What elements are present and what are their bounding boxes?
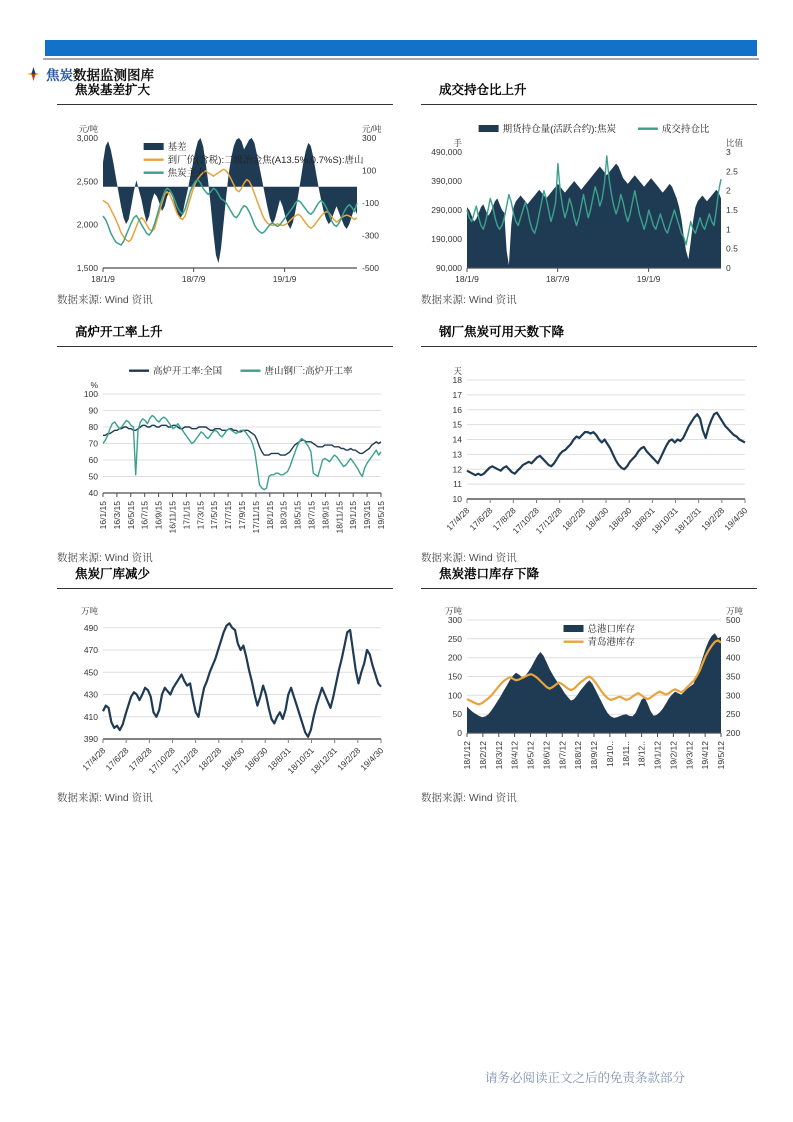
svg-text:290,000: 290,000 [431, 205, 462, 215]
chart-title-operating-rate: 高炉开工率上升 [57, 322, 393, 347]
svg-text:15: 15 [452, 419, 462, 430]
svg-text:19/4/30: 19/4/30 [722, 505, 750, 533]
svg-text:到厂价(含税):二级冶金焦(A13.5%,0.7%S):唐山: 到厂价(含税):二级冶金焦(A13.5%,0.7%S):唐山 [167, 155, 364, 166]
svg-text:16/9/15: 16/9/15 [153, 501, 164, 530]
svg-text:17/6/28: 17/6/28 [467, 505, 495, 533]
svg-text:14: 14 [452, 434, 462, 445]
svg-text:18/4/12: 18/4/12 [509, 741, 520, 770]
svg-text:0: 0 [457, 728, 462, 738]
svg-text:2.5: 2.5 [726, 166, 738, 177]
svg-text:青岛港库存: 青岛港库存 [587, 637, 636, 648]
svg-text:成交持仓比: 成交持仓比 [661, 124, 710, 135]
svg-text:-500: -500 [362, 263, 380, 273]
svg-text:300: 300 [726, 690, 741, 701]
svg-text:18/8/31: 18/8/31 [265, 745, 293, 773]
svg-text:18/6/30: 18/6/30 [242, 745, 270, 773]
svg-text:350: 350 [726, 671, 741, 682]
svg-text:18/10/31: 18/10/31 [285, 745, 316, 776]
svg-text:18/2/28: 18/2/28 [560, 505, 588, 533]
svg-text:490,000: 490,000 [431, 147, 462, 157]
coke-plant-inventory-chart [57, 598, 393, 783]
svg-text:18/11/15: 18/11/15 [334, 501, 345, 534]
svg-text:18/5/15: 18/5/15 [292, 501, 303, 530]
blast-furnace-operating-rate-chart [57, 358, 393, 543]
basis-chart [57, 116, 393, 286]
svg-text:17/12/28: 17/12/28 [169, 745, 201, 776]
svg-text:18/2/28: 18/2/28 [196, 745, 224, 773]
chart-title-plant-inventory: 焦炭厂库减少 [57, 564, 393, 589]
svg-text:1.5: 1.5 [726, 205, 738, 215]
svg-text:手: 手 [453, 138, 462, 148]
svg-text:18: 18 [452, 375, 462, 385]
svg-text:450: 450 [83, 667, 98, 678]
section-title-rest: 数据监测图库 [73, 68, 154, 83]
svg-text:万吨: 万吨 [80, 606, 98, 616]
svg-text:19/1/12: 19/1/12 [652, 741, 663, 770]
svg-text:0.5: 0.5 [726, 243, 738, 254]
svg-text:-300: -300 [362, 230, 380, 241]
svg-text:2,500: 2,500 [76, 176, 98, 187]
data-source: 数据来源: Wind 资讯 [57, 792, 153, 804]
svg-text:18/10/31: 18/10/31 [649, 505, 680, 536]
svg-text:17/7/15: 17/7/15 [223, 501, 234, 530]
svg-text:18/1/9: 18/1/9 [91, 274, 115, 284]
svg-text:16: 16 [452, 404, 462, 415]
svg-text:390: 390 [83, 734, 98, 744]
svg-text:500: 500 [726, 615, 741, 625]
svg-text:19/1/15: 19/1/15 [348, 501, 359, 530]
svg-text:焦炭主力: 焦炭主力 [167, 168, 206, 179]
svg-text:19/5/12: 19/5/12 [716, 741, 726, 770]
svg-text:470: 470 [83, 645, 98, 656]
svg-text:60: 60 [88, 455, 98, 465]
svg-text:17/6/28: 17/6/28 [103, 745, 131, 773]
svg-text:18/1/15: 18/1/15 [264, 501, 275, 530]
data-source: 数据来源: Wind 资讯 [57, 294, 153, 306]
data-source: 数据来源: Wind 资讯 [421, 552, 517, 564]
svg-text:250: 250 [447, 633, 462, 644]
svg-text:18/10..: 18/10.. [604, 741, 615, 767]
svg-text:18/1/9: 18/1/9 [455, 274, 479, 284]
svg-text:19/1/9: 19/1/9 [272, 274, 297, 284]
svg-text:18/1/12: 18/1/12 [462, 741, 472, 770]
chart-title-basis: 焦炭基差扩大 [57, 80, 393, 105]
svg-text:16/5/15: 16/5/15 [125, 501, 136, 530]
svg-text:90: 90 [88, 405, 98, 416]
svg-text:19/2/12: 19/2/12 [668, 741, 679, 770]
svg-text:19/4/12: 19/4/12 [700, 741, 711, 770]
svg-text:17/11/15: 17/11/15 [250, 501, 261, 534]
svg-text:400: 400 [726, 652, 741, 663]
svg-text:80: 80 [88, 422, 98, 432]
svg-text:18/9/15: 18/9/15 [320, 501, 331, 530]
svg-text:16/7/15: 16/7/15 [139, 501, 150, 530]
svg-text:150: 150 [447, 671, 462, 682]
svg-text:唐山钢厂:高炉开工率: 唐山钢厂:高炉开工率 [264, 366, 353, 377]
footer-disclaimer: 请务必阅读正文之后的免责条款部分 [484, 1071, 685, 1085]
svg-text:19/1/9: 19/1/9 [636, 274, 661, 284]
svg-text:18/3/12: 18/3/12 [493, 741, 504, 770]
svg-text:13: 13 [452, 449, 462, 460]
svg-text:18/2/12: 18/2/12 [477, 741, 488, 770]
svg-text:18/12/31: 18/12/31 [672, 505, 704, 536]
svg-text:元/吨: 元/吨 [78, 124, 98, 134]
svg-text:18/3/15: 18/3/15 [278, 501, 289, 530]
open-interest-chart [421, 116, 757, 286]
svg-text:19/3/12: 19/3/12 [684, 741, 695, 770]
svg-text:450: 450 [726, 633, 741, 644]
svg-text:16/1/15: 16/1/15 [98, 501, 108, 530]
section-marker-icon [27, 67, 40, 81]
coke-available-days-chart [421, 358, 757, 543]
data-source: 数据来源: Wind 资讯 [421, 792, 517, 804]
svg-text:17/4/28: 17/4/28 [444, 505, 472, 533]
svg-text:200: 200 [447, 652, 462, 663]
svg-text:18/7/12: 18/7/12 [557, 741, 568, 770]
top-bar-underline [43, 58, 759, 60]
svg-text:2: 2 [726, 185, 731, 196]
section-title-highlight: 焦炭 [46, 68, 73, 83]
svg-text:18/6/30: 18/6/30 [606, 505, 634, 533]
svg-text:17/5/15: 17/5/15 [209, 501, 220, 530]
svg-text:190,000: 190,000 [431, 234, 462, 244]
svg-text:17/8/28: 17/8/28 [490, 505, 518, 533]
svg-text:18/8/31: 18/8/31 [629, 505, 657, 533]
svg-text:18/7/9: 18/7/9 [181, 274, 206, 284]
svg-text:300: 300 [362, 133, 377, 143]
svg-text:17/10/28: 17/10/28 [510, 505, 541, 536]
data-source: 数据来源: Wind 资讯 [421, 294, 517, 306]
svg-text:19/4/30: 19/4/30 [358, 745, 386, 773]
svg-text:19/2/28: 19/2/28 [699, 505, 727, 533]
svg-text:250: 250 [726, 709, 741, 720]
svg-text:17/4/28: 17/4/28 [80, 745, 108, 773]
svg-text:16/11/15: 16/11/15 [167, 501, 178, 534]
svg-text:12: 12 [452, 464, 462, 475]
svg-text:期货持仓量(活跃合约):焦炭: 期货持仓量(活跃合约):焦炭 [502, 124, 617, 135]
svg-text:3,000: 3,000 [76, 133, 98, 143]
svg-text:17: 17 [452, 389, 462, 400]
svg-text:19/2/28: 19/2/28 [335, 745, 363, 773]
svg-text:17/9/15: 17/9/15 [237, 501, 247, 530]
svg-text:17/12/28: 17/12/28 [533, 505, 565, 536]
top-bar [45, 40, 757, 56]
svg-text:万吨: 万吨 [444, 606, 462, 616]
svg-text:17/8/28: 17/8/28 [126, 745, 154, 773]
svg-text:50: 50 [452, 709, 462, 720]
svg-text:18/12/31: 18/12/31 [308, 745, 340, 776]
svg-text:元/吨: 元/吨 [362, 124, 382, 134]
svg-text:2,000: 2,000 [76, 219, 98, 230]
svg-text:200: 200 [726, 728, 741, 738]
svg-text:18/9/12: 18/9/12 [589, 741, 599, 770]
svg-text:万吨: 万吨 [726, 606, 744, 616]
svg-text:比值: 比值 [726, 138, 744, 148]
svg-text:18/7/9: 18/7/9 [545, 274, 570, 284]
svg-text:天: 天 [453, 366, 462, 376]
svg-text:11: 11 [453, 479, 462, 490]
svg-text:90,000: 90,000 [436, 263, 462, 273]
svg-text:1: 1 [726, 224, 731, 235]
chart-title-port-inventory: 焦炭港口库存下降 [421, 564, 757, 589]
svg-text:18/7/15: 18/7/15 [306, 501, 317, 530]
data-source: 数据来源: Wind 资讯 [57, 552, 153, 564]
svg-text:16/3/15: 16/3/15 [111, 501, 122, 530]
svg-text:17/1/15: 17/1/15 [181, 501, 192, 530]
chart-title-available-days: 钢厂焦炭可用天数下降 [421, 322, 757, 347]
svg-text:18/6/12: 18/6/12 [541, 741, 552, 770]
svg-text:19/5/15: 19/5/15 [376, 501, 386, 530]
svg-text:18/5/12: 18/5/12 [525, 741, 536, 770]
svg-text:17/3/15: 17/3/15 [195, 501, 206, 530]
svg-text:18/4/30: 18/4/30 [219, 745, 247, 773]
svg-text:100: 100 [447, 690, 462, 701]
svg-text:390,000: 390,000 [431, 176, 462, 186]
svg-text:10: 10 [452, 494, 462, 504]
svg-text:490: 490 [83, 622, 98, 633]
port-inventory-chart [421, 598, 757, 783]
svg-text:410: 410 [83, 711, 98, 722]
svg-text:18/4/30: 18/4/30 [583, 505, 611, 533]
svg-text:3: 3 [726, 147, 731, 157]
svg-text:-100: -100 [362, 198, 380, 208]
svg-text:50: 50 [88, 471, 98, 482]
svg-text:1,500: 1,500 [76, 263, 98, 273]
svg-text:18/11..: 18/11.. [620, 741, 631, 767]
svg-text:17/10/28: 17/10/28 [146, 745, 177, 776]
svg-text:40: 40 [88, 488, 98, 498]
svg-text:430: 430 [83, 689, 98, 700]
svg-text:19/3/15: 19/3/15 [362, 501, 373, 530]
svg-text:18/8/12: 18/8/12 [573, 741, 584, 770]
svg-text:18/12..: 18/12.. [636, 741, 647, 767]
svg-text:100: 100 [83, 389, 98, 399]
svg-text:基差: 基差 [167, 142, 187, 153]
svg-text:高炉开工率:全国: 高炉开工率:全国 [153, 366, 223, 377]
svg-text:%: % [90, 380, 98, 390]
svg-text:0: 0 [726, 263, 731, 273]
svg-text:300: 300 [447, 615, 462, 625]
chart-title-open-interest: 成交持仓比上升 [421, 80, 757, 105]
svg-text:总港口库存: 总港口库存 [587, 624, 636, 635]
svg-text:100: 100 [362, 165, 377, 176]
svg-text:70: 70 [88, 438, 98, 449]
